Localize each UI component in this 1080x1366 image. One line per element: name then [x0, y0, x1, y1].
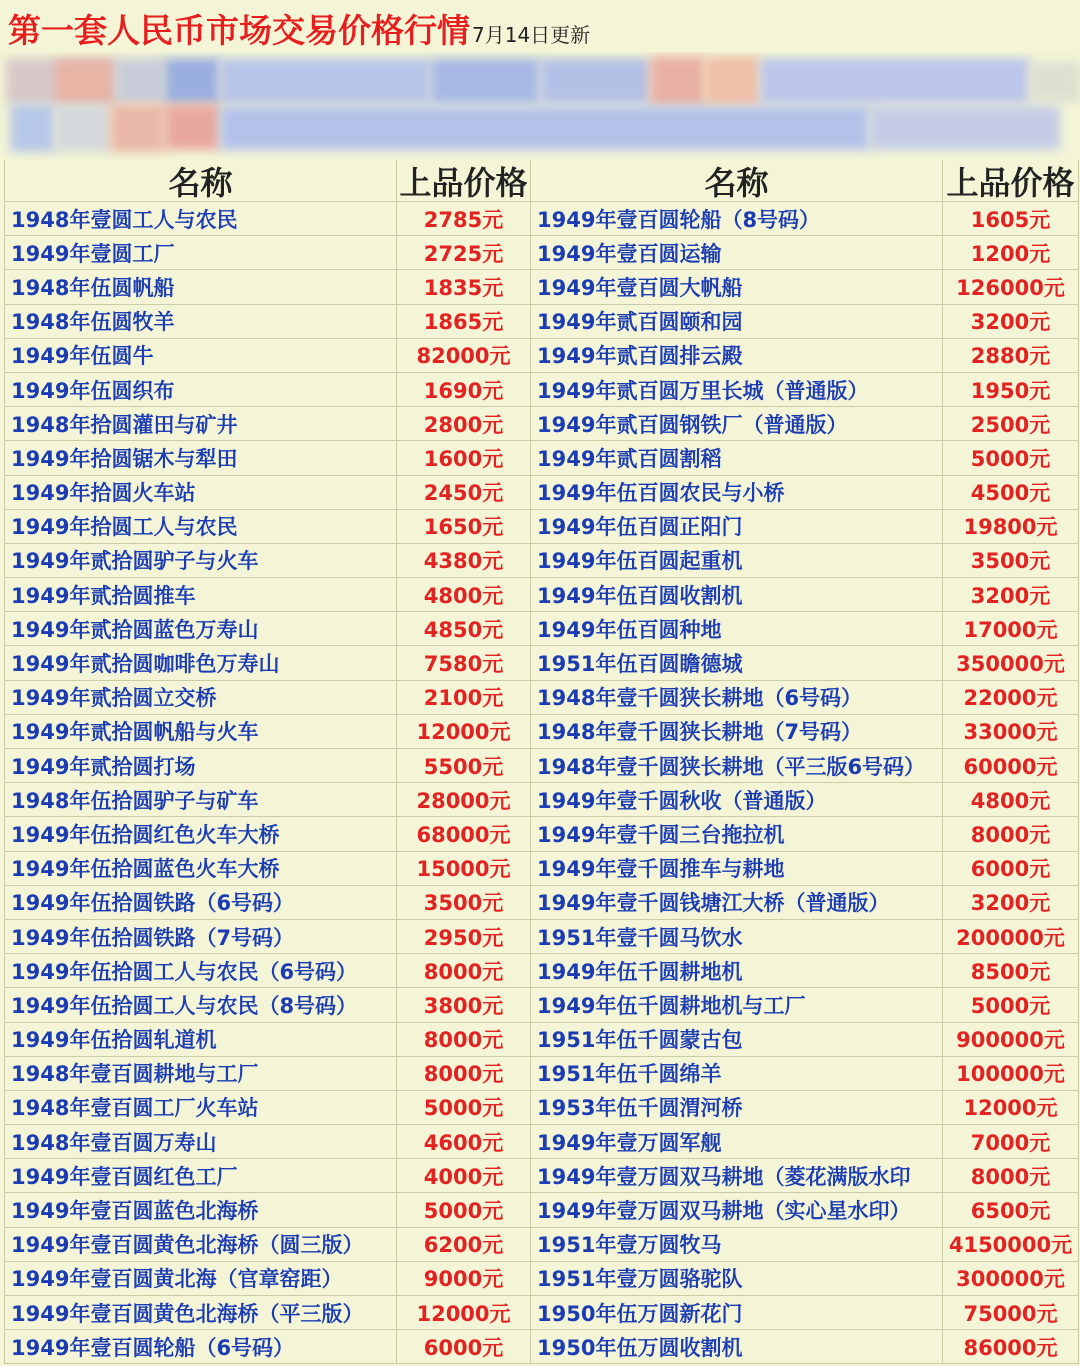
item-price-left: 28000元: [397, 783, 531, 817]
item-price-right: 2880元: [943, 339, 1079, 373]
item-price-left: 3500元: [397, 886, 531, 920]
item-name-left: 1949年伍拾圆铁路（7号码）: [5, 920, 397, 954]
table-row: [5, 1193, 1079, 1227]
item-price-right: 17000元: [943, 612, 1079, 646]
item-name-left: 1948年拾圆灌田与矿井: [5, 407, 397, 441]
item-name-left: 1949年壹百圆轮船（6号码）: [5, 1330, 397, 1364]
table-row: [5, 1159, 1079, 1193]
item-name-right: 1949年伍千圆耕地机与工厂: [531, 988, 943, 1022]
item-price-left: 2950元: [397, 920, 531, 954]
item-price-left: 2450元: [397, 476, 531, 510]
item-price-right: 4800元: [943, 783, 1079, 817]
item-price-left: 4600元: [397, 1125, 531, 1159]
item-name-right: 1950年伍万圆新花门: [531, 1296, 943, 1330]
table-row: [5, 1091, 1079, 1125]
item-price-right: 8000元: [943, 1159, 1079, 1193]
item-price-right: 300000元: [943, 1262, 1079, 1296]
item-name-left: 1949年伍拾圆铁路（6号码）: [5, 886, 397, 920]
header-name-left: 名称: [5, 160, 397, 202]
item-name-right: 1951年伍千圆绵羊: [531, 1057, 943, 1091]
item-price-left: 1690元: [397, 373, 531, 407]
header-price-right: 上品价格: [943, 160, 1079, 202]
item-price-left: 1835元: [397, 270, 531, 304]
item-price-right: 4150000元: [943, 1228, 1079, 1262]
item-name-right: 1949年壹百圆大帆船: [531, 270, 943, 304]
item-price-left: 5500元: [397, 749, 531, 783]
table-row: [5, 783, 1079, 817]
item-name-left: 1949年贰拾圆蓝色万寿山: [5, 612, 397, 646]
item-price-left: 68000元: [397, 817, 531, 851]
item-name-left: 1948年壹百圆耕地与工厂: [5, 1057, 397, 1091]
item-price-right: 7000元: [943, 1125, 1079, 1159]
item-price-right: 1605元: [943, 202, 1079, 236]
table-row: [5, 544, 1079, 578]
table-row: [5, 1296, 1079, 1330]
item-price-right: 75000元: [943, 1296, 1079, 1330]
item-name-right: 1949年壹万圆双马耕地（实心星水印）: [531, 1193, 943, 1227]
item-name-right: 1949年贰百圆颐和园: [531, 305, 943, 339]
item-name-left: 1949年伍拾圆蓝色火车大桥: [5, 852, 397, 886]
item-name-left: 1949年伍拾圆轧道机: [5, 1023, 397, 1057]
item-name-left: 1949年伍拾圆红色火车大桥: [5, 817, 397, 851]
item-price-right: 350000元: [943, 646, 1079, 680]
item-price-right: 3200元: [943, 578, 1079, 612]
table-row: [5, 270, 1079, 304]
table-row: [5, 1330, 1079, 1364]
item-name-right: 1948年壹千圆狭长耕地（6号码）: [531, 681, 943, 715]
table-row: [5, 886, 1079, 920]
item-price-left: 5000元: [397, 1193, 531, 1227]
item-price-left: 8000元: [397, 1023, 531, 1057]
item-name-left: 1949年壹百圆红色工厂: [5, 1159, 397, 1193]
item-price-left: 5000元: [397, 1091, 531, 1125]
item-name-right: 1949年壹百圆运输: [531, 236, 943, 270]
item-price-right: 3200元: [943, 305, 1079, 339]
item-name-right: 1949年贰百圆万里长城（普通版）: [531, 373, 943, 407]
item-price-left: 15000元: [397, 852, 531, 886]
item-price-left: 4380元: [397, 544, 531, 578]
table-row: [5, 920, 1079, 954]
table-row: [5, 852, 1079, 886]
item-name-left: 1949年拾圆火车站: [5, 476, 397, 510]
item-name-left: 1949年伍圆织布: [5, 373, 397, 407]
item-price-right: 86000元: [943, 1330, 1079, 1364]
item-price-left: 7580元: [397, 646, 531, 680]
table-row: [5, 476, 1079, 510]
item-price-left: 2100元: [397, 681, 531, 715]
item-name-right: 1948年壹千圆狭长耕地（7号码）: [531, 715, 943, 749]
item-price-right: 5000元: [943, 441, 1079, 475]
item-name-right: 1949年壹千圆秋收（普通版）: [531, 783, 943, 817]
table-row: [5, 1262, 1079, 1296]
item-name-right: 1949年壹千圆三台拖拉机: [531, 817, 943, 851]
item-name-right: 1949年贰百圆钢铁厂（普通版）: [531, 407, 943, 441]
table-row: [5, 1228, 1079, 1262]
item-name-right: 1949年壹千圆钱塘江大桥（普通版）: [531, 886, 943, 920]
item-price-left: 1600元: [397, 441, 531, 475]
item-price-left: 4800元: [397, 578, 531, 612]
item-name-left: 1949年壹百圆蓝色北海桥: [5, 1193, 397, 1227]
header-name-right: 名称: [531, 160, 943, 202]
header-price-left: 上品价格: [397, 160, 531, 202]
item-name-left: 1949年伍圆牛: [5, 339, 397, 373]
item-name-right: 1948年壹千圆狭长耕地（平三版6号码）: [531, 749, 943, 783]
blurred-banner: [0, 52, 1080, 160]
item-name-left: 1949年拾圆工人与农民: [5, 510, 397, 544]
table-row: [5, 612, 1079, 646]
item-price-right: 3200元: [943, 886, 1079, 920]
item-name-left: 1949年壹百圆黄色北海桥（平三版）: [5, 1296, 397, 1330]
item-name-right: 1949年伍百圆起重机: [531, 544, 943, 578]
item-price-right: 33000元: [943, 715, 1079, 749]
item-price-left: 8000元: [397, 1057, 531, 1091]
item-name-right: 1949年壹万圆双马耕地（菱花满版水印: [531, 1159, 943, 1193]
table-row: [5, 305, 1079, 339]
item-price-right: 1950元: [943, 373, 1079, 407]
item-name-right: 1949年壹万圆军舰: [531, 1125, 943, 1159]
table-row: [5, 1023, 1079, 1057]
item-price-left: 4850元: [397, 612, 531, 646]
table-row: [5, 510, 1079, 544]
item-name-left: 1949年贰拾圆立交桥: [5, 681, 397, 715]
item-price-left: 1865元: [397, 305, 531, 339]
price-table: [4, 160, 1079, 1364]
table-row: [5, 578, 1079, 612]
page-header: [0, 0, 1080, 52]
item-price-right: 60000元: [943, 749, 1079, 783]
item-price-right: 126000元: [943, 270, 1079, 304]
item-price-right: 6000元: [943, 852, 1079, 886]
table-row: [5, 681, 1079, 715]
item-name-left: 1948年壹百圆万寿山: [5, 1125, 397, 1159]
item-name-right: 1950年伍万圆收割机: [531, 1330, 943, 1364]
item-price-right: 6500元: [943, 1193, 1079, 1227]
item-name-left: 1949年伍拾圆工人与农民（8号码）: [5, 988, 397, 1022]
item-price-left: 1650元: [397, 510, 531, 544]
item-price-right: 12000元: [943, 1091, 1079, 1125]
item-name-left: 1948年伍圆帆船: [5, 270, 397, 304]
item-name-right: 1949年伍百圆正阳门: [531, 510, 943, 544]
item-name-right: 1949年伍千圆耕地机: [531, 954, 943, 988]
table-row: [5, 1125, 1079, 1159]
item-price-right: 900000元: [943, 1023, 1079, 1057]
item-name-left: 1949年贰拾圆帆船与火车: [5, 715, 397, 749]
item-name-left: 1949年壹圆工厂: [5, 236, 397, 270]
item-price-left: 6200元: [397, 1228, 531, 1262]
item-price-left: 4000元: [397, 1159, 531, 1193]
table-row: [5, 954, 1079, 988]
item-name-right: 1951年伍百圆瞻德城: [531, 646, 943, 680]
item-price-left: 3800元: [397, 988, 531, 1022]
item-price-left: 2785元: [397, 202, 531, 236]
item-name-left: 1949年贰拾圆咖啡色万寿山: [5, 646, 397, 680]
table-body: [5, 202, 1079, 1364]
item-price-left: 9000元: [397, 1262, 531, 1296]
table-header-row: [5, 160, 1079, 202]
item-name-right: 1949年贰百圆割稻: [531, 441, 943, 475]
item-name-left: 1949年拾圆锯木与犁田: [5, 441, 397, 475]
item-name-left: 1949年壹百圆黄色北海桥（圆三版）: [5, 1228, 397, 1262]
table-row: [5, 407, 1079, 441]
item-name-left: 1948年壹圆工人与农民: [5, 202, 397, 236]
table-row: [5, 1057, 1079, 1091]
table-row: [5, 202, 1079, 236]
item-price-right: 22000元: [943, 681, 1079, 715]
item-name-left: 1949年贰拾圆推车: [5, 578, 397, 612]
table-row: [5, 988, 1079, 1022]
table-row: [5, 339, 1079, 373]
table-row: [5, 373, 1079, 407]
item-price-right: 1200元: [943, 236, 1079, 270]
item-name-right: 1949年贰百圆排云殿: [531, 339, 943, 373]
item-name-right: 1949年伍百圆收割机: [531, 578, 943, 612]
page-title: 第一套人民币市场交易价格行情: [8, 11, 470, 50]
item-name-right: 1949年壹千圆推车与耕地: [531, 852, 943, 886]
item-price-right: 100000元: [943, 1057, 1079, 1091]
table-row: [5, 749, 1079, 783]
item-name-right: 1949年伍百圆种地: [531, 612, 943, 646]
item-name-left: 1949年贰拾圆打场: [5, 749, 397, 783]
table-row: [5, 646, 1079, 680]
item-price-right: 200000元: [943, 920, 1079, 954]
item-price-left: 12000元: [397, 1296, 531, 1330]
item-name-left: 1949年贰拾圆驴子与火车: [5, 544, 397, 578]
item-price-left: 6000元: [397, 1330, 531, 1364]
item-price-left: 82000元: [397, 339, 531, 373]
item-name-left: 1948年壹百圆工厂火车站: [5, 1091, 397, 1125]
item-name-left: 1949年壹百圆黄北海（官章窑距）: [5, 1262, 397, 1296]
item-name-right: 1949年壹百圆轮船（8号码）: [531, 202, 943, 236]
item-name-right: 1951年壹万圆骆驼队: [531, 1262, 943, 1296]
item-name-left: 1949年伍拾圆工人与农民（6号码）: [5, 954, 397, 988]
item-price-left: 2800元: [397, 407, 531, 441]
table-row: [5, 817, 1079, 851]
item-price-right: 19800元: [943, 510, 1079, 544]
item-price-left: 2725元: [397, 236, 531, 270]
item-name-right: 1951年壹万圆牧马: [531, 1228, 943, 1262]
item-name-right: 1953年伍千圆渭河桥: [531, 1091, 943, 1125]
update-date: 7月14日更新: [472, 23, 591, 47]
table-row: [5, 441, 1079, 475]
item-price-right: 2500元: [943, 407, 1079, 441]
item-price-right: 3500元: [943, 544, 1079, 578]
item-name-right: 1951年伍千圆蒙古包: [531, 1023, 943, 1057]
item-price-right: 5000元: [943, 988, 1079, 1022]
item-price-right: 8500元: [943, 954, 1079, 988]
item-price-left: 12000元: [397, 715, 531, 749]
item-name-left: 1948年伍拾圆驴子与矿车: [5, 783, 397, 817]
item-name-right: 1949年伍百圆农民与小桥: [531, 476, 943, 510]
item-price-left: 8000元: [397, 954, 531, 988]
item-price-right: 4500元: [943, 476, 1079, 510]
item-price-right: 8000元: [943, 817, 1079, 851]
table-row: [5, 236, 1079, 270]
table-row: [5, 715, 1079, 749]
item-name-left: 1948年伍圆牧羊: [5, 305, 397, 339]
item-name-right: 1951年壹千圆马饮水: [531, 920, 943, 954]
